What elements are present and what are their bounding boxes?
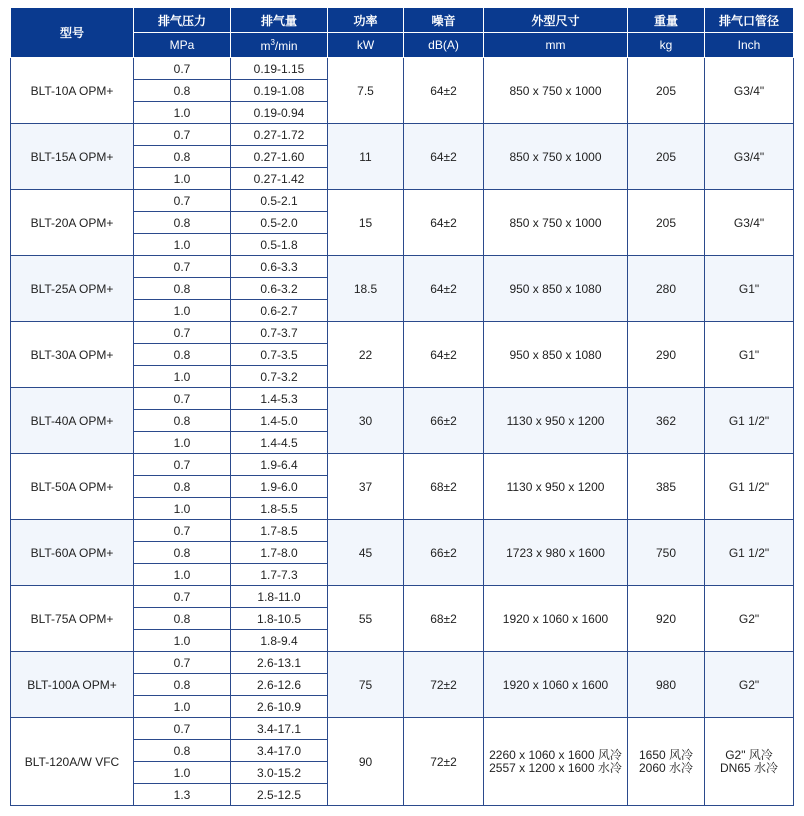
pressure-cell: 1.0 bbox=[134, 564, 231, 586]
flow-cell: 0.6-3.3 bbox=[231, 256, 328, 278]
unit-flow-suffix: /min bbox=[274, 38, 298, 53]
dimensions-cell: 850 x 750 x 1000 bbox=[484, 190, 628, 256]
flow-cell: 1.7-7.3 bbox=[231, 564, 328, 586]
noise-cell: 66±2 bbox=[404, 520, 484, 586]
model-cell: BLT-40A OPM+ bbox=[11, 388, 134, 454]
weight-cell: 290 bbox=[628, 322, 705, 388]
model-cell: BLT-15A OPM+ bbox=[11, 124, 134, 190]
pressure-cell: 1.0 bbox=[134, 630, 231, 652]
table-row bbox=[11, 586, 794, 608]
unit-power: kW bbox=[328, 33, 404, 58]
noise-cell: 64±2 bbox=[404, 58, 484, 124]
header-model: 型号 bbox=[11, 8, 134, 58]
noise-cell: 64±2 bbox=[404, 322, 484, 388]
flow-cell: 0.27-1.72 bbox=[231, 124, 328, 146]
port-cell: G1" bbox=[705, 256, 794, 322]
power-cell: 11 bbox=[328, 124, 404, 190]
weight-cell: 280 bbox=[628, 256, 705, 322]
weight-cell: 205 bbox=[628, 124, 705, 190]
last-row-group bbox=[11, 718, 794, 806]
power-cell: 75 bbox=[328, 652, 404, 718]
unit-noise: dB(A) bbox=[404, 33, 484, 58]
dimensions-cell: 950 x 850 x 1080 bbox=[484, 322, 628, 388]
pressure-cell: 1.0 bbox=[134, 234, 231, 256]
port-line-air: G2" 风冷 bbox=[725, 747, 773, 762]
table-row bbox=[11, 454, 794, 476]
pressure-cell: 1.3 bbox=[134, 784, 231, 806]
flow-cell: 1.4-5.0 bbox=[231, 410, 328, 432]
flow-cell: 0.6-3.2 bbox=[231, 278, 328, 300]
port-cell: G1 1/2" bbox=[705, 388, 794, 454]
noise-cell: 64±2 bbox=[404, 190, 484, 256]
spec-table bbox=[10, 7, 794, 806]
model-cell: BLT-25A OPM+ bbox=[11, 256, 134, 322]
pressure-cell: 1.0 bbox=[134, 432, 231, 454]
weight-cell: 920 bbox=[628, 586, 705, 652]
dimensions-cell: 1920 x 1060 x 1600 bbox=[484, 586, 628, 652]
dimensions-cell: 1130 x 950 x 1200 bbox=[484, 388, 628, 454]
pressure-cell: 0.8 bbox=[134, 410, 231, 432]
table-row bbox=[11, 718, 794, 740]
flow-cell: 1.7-8.5 bbox=[231, 520, 328, 542]
pressure-cell: 0.7 bbox=[134, 454, 231, 476]
pressure-cell: 0.8 bbox=[134, 212, 231, 234]
port-cell bbox=[705, 718, 794, 806]
flow-cell: 0.27-1.60 bbox=[231, 146, 328, 168]
flow-cell: 0.27-1.42 bbox=[231, 168, 328, 190]
unit-pressure: MPa bbox=[134, 33, 231, 58]
model-cell: BLT-100A OPM+ bbox=[11, 652, 134, 718]
pressure-cell: 0.7 bbox=[134, 322, 231, 344]
flow-cell: 0.19-1.15 bbox=[231, 58, 328, 80]
unit-port: Inch bbox=[705, 33, 794, 58]
model-cell: BLT-20A OPM+ bbox=[11, 190, 134, 256]
model-cell: BLT-50A OPM+ bbox=[11, 454, 134, 520]
port-cell: G3/4" bbox=[705, 58, 794, 124]
dimensions-cell: 1723 x 980 x 1600 bbox=[484, 520, 628, 586]
table-row bbox=[11, 58, 794, 80]
weight-cell: 205 bbox=[628, 190, 705, 256]
dimensions-cell: 950 x 850 x 1080 bbox=[484, 256, 628, 322]
flow-cell: 0.5-2.0 bbox=[231, 212, 328, 234]
header-pressure: 排气压力 bbox=[134, 8, 231, 33]
pressure-cell: 0.8 bbox=[134, 146, 231, 168]
flow-cell: 1.9-6.0 bbox=[231, 476, 328, 498]
port-line-water: DN65 水冷 bbox=[719, 760, 778, 775]
pressure-cell: 0.8 bbox=[134, 542, 231, 564]
flow-cell: 1.4-5.3 bbox=[231, 388, 328, 410]
flow-cell: 0.19-0.94 bbox=[231, 102, 328, 124]
dimensions-cell: 1920 x 1060 x 1600 bbox=[484, 652, 628, 718]
pressure-cell: 1.0 bbox=[134, 762, 231, 784]
table-row bbox=[11, 388, 794, 410]
pressure-cell: 0.7 bbox=[134, 652, 231, 674]
flow-cell: 2.6-12.6 bbox=[231, 674, 328, 696]
weight-cell: 362 bbox=[628, 388, 705, 454]
flow-cell: 3.0-15.2 bbox=[231, 762, 328, 784]
flow-cell: 0.6-2.7 bbox=[231, 300, 328, 322]
model-cell: BLT-30A OPM+ bbox=[11, 322, 134, 388]
flow-cell: 2.6-13.1 bbox=[231, 652, 328, 674]
noise-cell: 72±2 bbox=[404, 652, 484, 718]
unit-dimensions: mm bbox=[484, 33, 628, 58]
unit-flow bbox=[231, 33, 328, 58]
power-cell: 30 bbox=[328, 388, 404, 454]
noise-cell: 64±2 bbox=[404, 256, 484, 322]
header-dimensions: 外型尺寸 bbox=[484, 8, 628, 33]
flow-cell: 0.19-1.08 bbox=[231, 80, 328, 102]
power-cell: 7.5 bbox=[328, 58, 404, 124]
flow-cell: 1.8-11.0 bbox=[231, 586, 328, 608]
port-cell: G2" bbox=[705, 586, 794, 652]
pressure-cell: 1.0 bbox=[134, 366, 231, 388]
flow-cell: 2.6-10.9 bbox=[231, 696, 328, 718]
pressure-cell: 0.7 bbox=[134, 388, 231, 410]
power-cell: 37 bbox=[328, 454, 404, 520]
weight-cell bbox=[628, 718, 705, 806]
flow-cell: 0.7-3.5 bbox=[231, 344, 328, 366]
weight-line-water: 2060 水冷 bbox=[638, 760, 694, 775]
noise-cell: 66±2 bbox=[404, 388, 484, 454]
pressure-cell: 0.8 bbox=[134, 80, 231, 102]
header-flow: 排气量 bbox=[231, 8, 328, 33]
dimensions-cell: 850 x 750 x 1000 bbox=[484, 124, 628, 190]
weight-line-air: 1650 风冷 bbox=[638, 747, 694, 762]
flow-cell: 1.4-4.5 bbox=[231, 432, 328, 454]
flow-cell: 0.7-3.7 bbox=[231, 322, 328, 344]
pressure-cell: 0.8 bbox=[134, 344, 231, 366]
noise-cell: 68±2 bbox=[404, 454, 484, 520]
flow-cell: 3.4-17.1 bbox=[231, 718, 328, 740]
port-cell: G3/4" bbox=[705, 124, 794, 190]
table-body bbox=[11, 58, 794, 718]
pressure-cell: 0.7 bbox=[134, 256, 231, 278]
dimensions-cell: 850 x 750 x 1000 bbox=[484, 58, 628, 124]
weight-cell: 385 bbox=[628, 454, 705, 520]
noise-cell: 64±2 bbox=[404, 124, 484, 190]
dimensions-line-water: 2557 x 1200 x 1600 水冷 bbox=[489, 760, 622, 775]
flow-cell: 0.5-2.1 bbox=[231, 190, 328, 212]
table-row bbox=[11, 322, 794, 344]
flow-cell: 2.5-12.5 bbox=[231, 784, 328, 806]
unit-weight: kg bbox=[628, 33, 705, 58]
table-row bbox=[11, 652, 794, 674]
table-row bbox=[11, 124, 794, 146]
pressure-cell: 1.0 bbox=[134, 696, 231, 718]
header-port: 排气口管径 bbox=[705, 8, 794, 33]
port-cell: G1" bbox=[705, 322, 794, 388]
dimensions-line-air: 2260 x 1060 x 1600 风冷 bbox=[489, 747, 622, 762]
pressure-cell: 1.0 bbox=[134, 168, 231, 190]
model-cell: BLT-120A/W VFC bbox=[11, 718, 134, 806]
model-cell: BLT-10A OPM+ bbox=[11, 58, 134, 124]
dimensions-cell bbox=[484, 718, 628, 806]
header-weight: 重量 bbox=[628, 8, 705, 33]
port-cell: G2" bbox=[705, 652, 794, 718]
flow-cell: 0.5-1.8 bbox=[231, 234, 328, 256]
pressure-cell: 0.7 bbox=[134, 190, 231, 212]
pressure-cell: 0.8 bbox=[134, 608, 231, 630]
pressure-cell: 0.7 bbox=[134, 58, 231, 80]
pressure-cell: 1.0 bbox=[134, 102, 231, 124]
weight-cell: 205 bbox=[628, 58, 705, 124]
pressure-cell: 0.8 bbox=[134, 674, 231, 696]
header-power: 功率 bbox=[328, 8, 404, 33]
table-row bbox=[11, 256, 794, 278]
unit-flow-sup: 3 bbox=[270, 37, 275, 47]
port-cell: G3/4" bbox=[705, 190, 794, 256]
pressure-cell: 0.7 bbox=[134, 124, 231, 146]
table-header bbox=[11, 8, 794, 58]
power-cell: 15 bbox=[328, 190, 404, 256]
flow-cell: 1.8-9.4 bbox=[231, 630, 328, 652]
pressure-cell: 0.7 bbox=[134, 718, 231, 740]
table-row bbox=[11, 190, 794, 212]
noise-cell: 68±2 bbox=[404, 586, 484, 652]
flow-cell: 1.7-8.0 bbox=[231, 542, 328, 564]
pressure-cell: 1.0 bbox=[134, 300, 231, 322]
pressure-cell: 0.8 bbox=[134, 278, 231, 300]
power-cell: 45 bbox=[328, 520, 404, 586]
noise-cell: 72±2 bbox=[404, 718, 484, 806]
power-cell: 55 bbox=[328, 586, 404, 652]
pressure-cell: 0.8 bbox=[134, 476, 231, 498]
flow-cell: 1.8-5.5 bbox=[231, 498, 328, 520]
power-cell: 90 bbox=[328, 718, 404, 806]
header-noise: 噪音 bbox=[404, 8, 484, 33]
port-cell: G1 1/2" bbox=[705, 520, 794, 586]
flow-cell: 0.7-3.2 bbox=[231, 366, 328, 388]
pressure-cell: 0.7 bbox=[134, 586, 231, 608]
power-cell: 18.5 bbox=[328, 256, 404, 322]
model-cell: BLT-60A OPM+ bbox=[11, 520, 134, 586]
pressure-cell: 1.0 bbox=[134, 498, 231, 520]
flow-cell: 3.4-17.0 bbox=[231, 740, 328, 762]
power-cell: 22 bbox=[328, 322, 404, 388]
unit-flow-prefix: m bbox=[260, 38, 271, 53]
weight-cell: 750 bbox=[628, 520, 705, 586]
weight-cell: 980 bbox=[628, 652, 705, 718]
table-row bbox=[11, 520, 794, 542]
dimensions-cell: 1130 x 950 x 1200 bbox=[484, 454, 628, 520]
pressure-cell: 0.8 bbox=[134, 740, 231, 762]
pressure-cell: 0.7 bbox=[134, 520, 231, 542]
model-cell: BLT-75A OPM+ bbox=[11, 586, 134, 652]
flow-cell: 1.9-6.4 bbox=[231, 454, 328, 476]
port-cell: G1 1/2" bbox=[705, 454, 794, 520]
flow-cell: 1.8-10.5 bbox=[231, 608, 328, 630]
